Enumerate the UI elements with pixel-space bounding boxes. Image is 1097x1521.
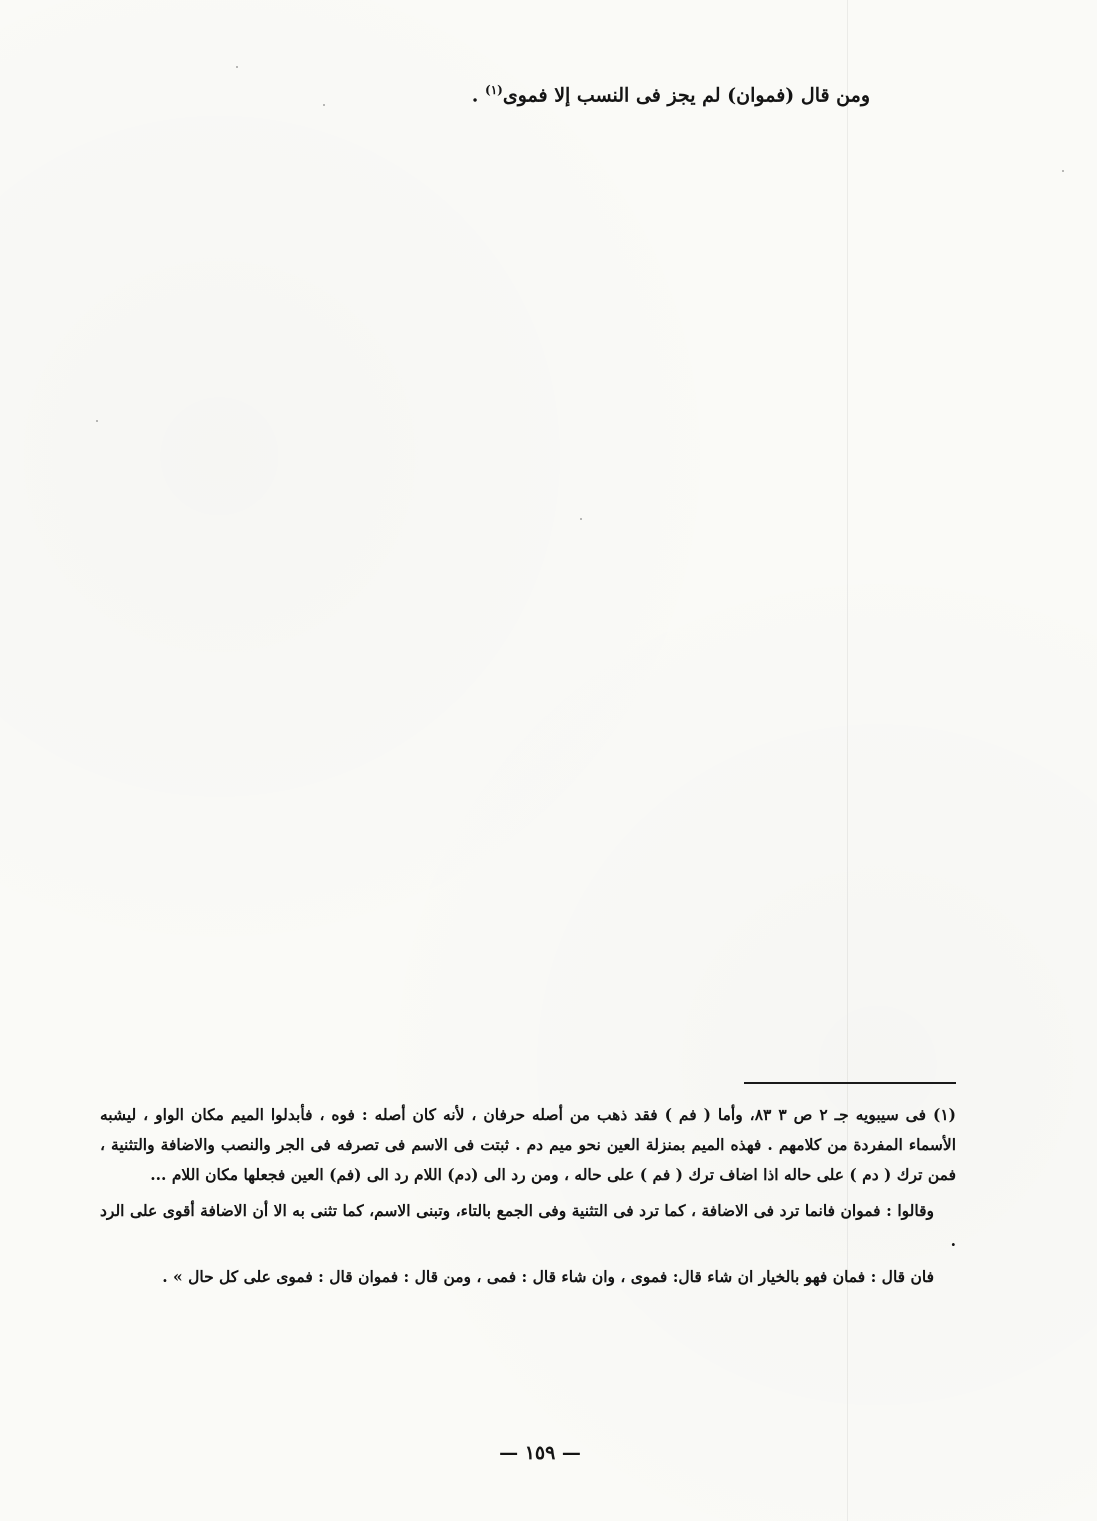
page-number: — ١٥٩ — <box>499 1442 581 1464</box>
page-fold-line <box>847 0 848 1521</box>
scan-speck <box>1062 170 1064 172</box>
footnote-paragraph-1: (١) فى سيبويه جـ ٢ ص ٣ ٨٣، وأما ( فم ) فقد ذهب من أصله حرفان ، لأنه كان أصله : فوه ، فأبدلوا الميم مكان الواو ، ليشبه الأسماء المفردة من كلامهم . فهذه الميم بمنزلة العين نحو ميم دم . ثبتت فى الاسم فى تصرفه فى الجر والنصب والاضافة والتثنية ، فمن ترك ( دم ) على حاله اذا اضاف ترك ( فم ) على حاله ، ومن رد الى (دم) اللام رد الى (فم) العين فجعلها مكان اللام ... <box>100 1105 956 1184</box>
footnote-separator <box>744 1082 956 1084</box>
footnote-reference: (١) <box>485 83 503 97</box>
main-text-line <box>440 72 870 113</box>
main-text: ومن قال (فموان) لم يجز فى النسب إلا فموى <box>502 84 870 107</box>
footnote-paragraph-2: وقالوا : فموان فانما ترد فى الاضافة ، كما ترد فى التثنية وفى الجمع بالتاء، وتبنى الاسم، كما تثنى به الا أن الاضافة أقوى على الرد . <box>100 1201 956 1250</box>
footnote-paragraph-3: فان قال : فمان فهو بالخيار ان شاء قال: فموى ، وان شاء قال : فمى ، ومن قال : فموان قال : فموى على كل حال » . <box>162 1267 934 1286</box>
scan-speck <box>580 518 582 520</box>
scan-speck <box>96 420 98 422</box>
scan-speck <box>236 66 238 68</box>
footnotes-block <box>100 1100 956 1292</box>
main-text-end: . <box>471 84 485 107</box>
scan-speck <box>323 104 325 106</box>
